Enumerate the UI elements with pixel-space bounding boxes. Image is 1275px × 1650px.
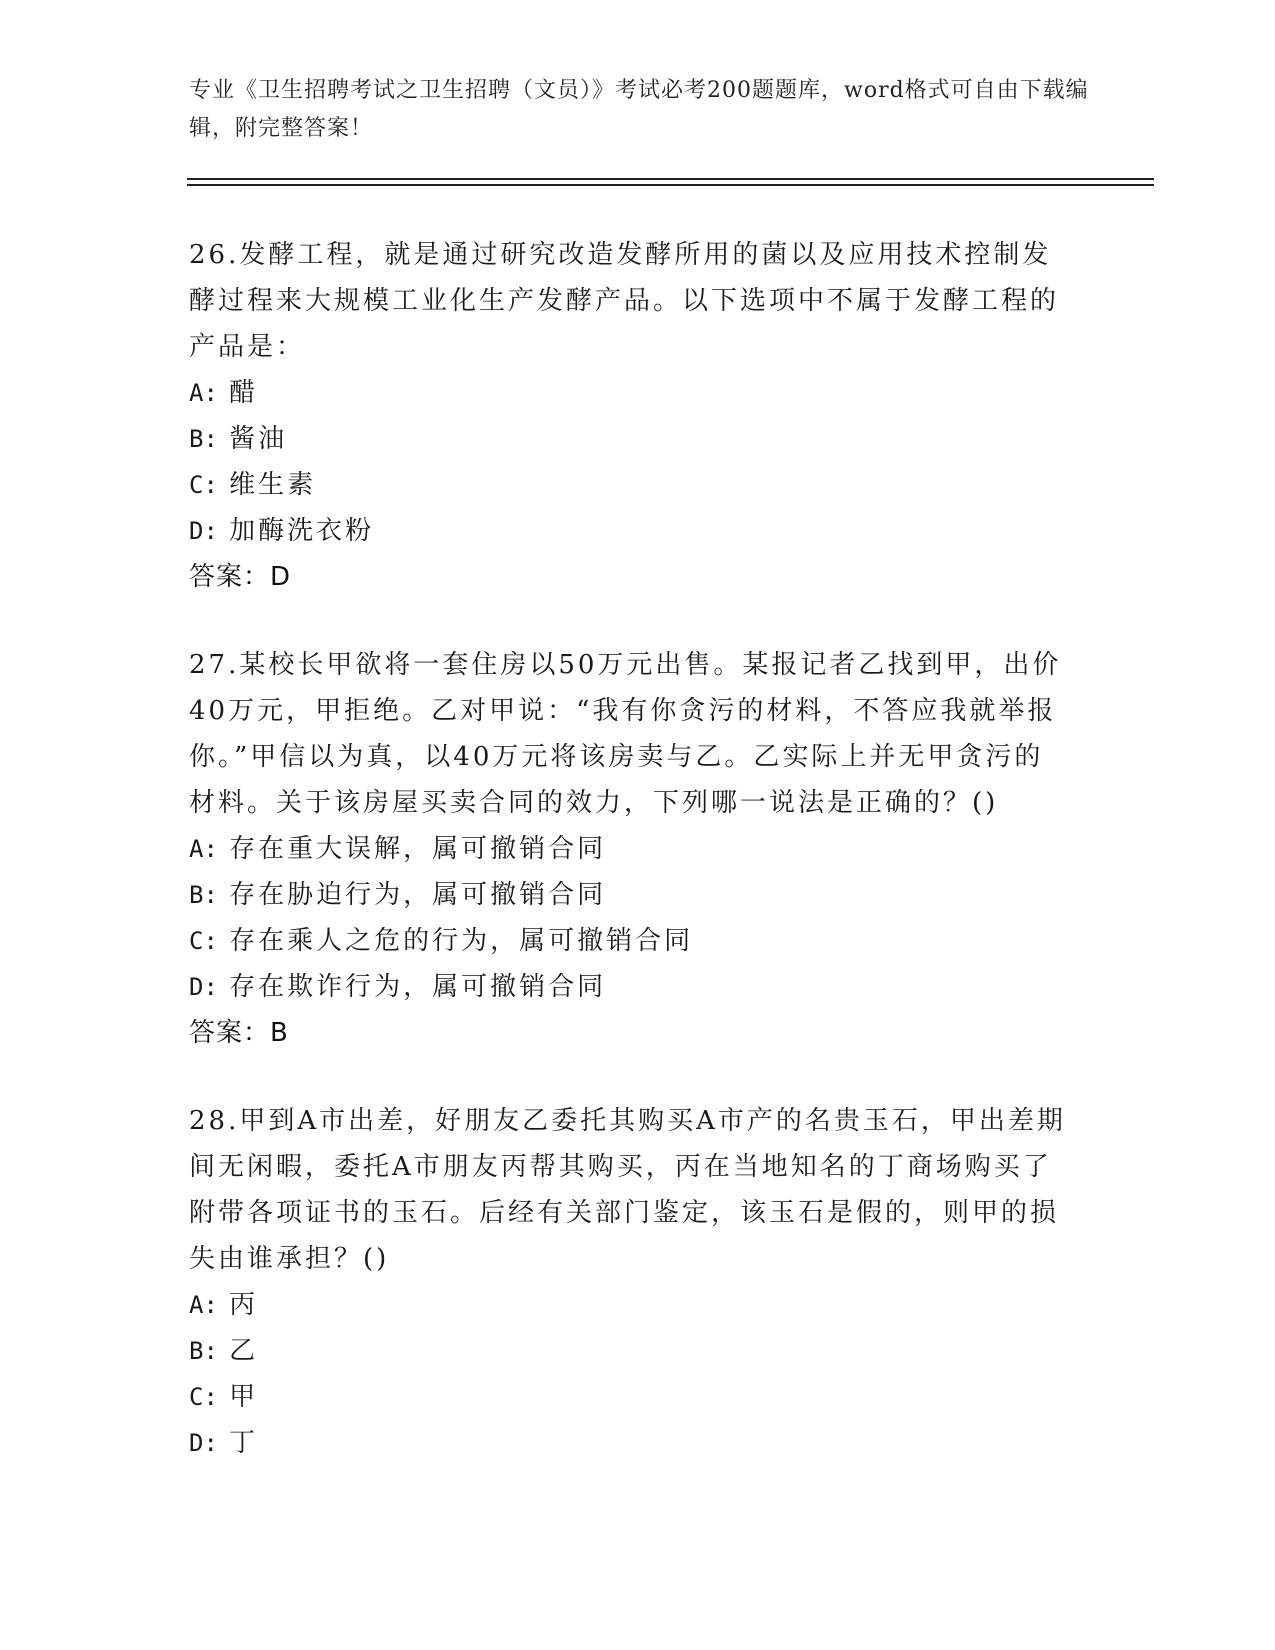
header-divider-bottom [187, 184, 1154, 186]
option-text: 加酶洗衣粉 [229, 516, 375, 546]
answer-value: B [270, 1018, 289, 1048]
option-text: 甲 [229, 1382, 259, 1412]
option-text: 丙 [229, 1290, 259, 1320]
option-b [189, 1328, 1069, 1374]
option-key: B: [189, 881, 218, 909]
document-header: 专业《卫生招聘考试之卫生招聘（文员）》考试必考200题题库，word格式可自由下载编辑，附完整答案！ [189, 78, 1089, 141]
option-b [189, 416, 1069, 462]
question-stem: 28.甲到A市出差，好朋友乙委托其购买A市产的名贵玉石，甲出差期间无闲暇，委托A市朋友丙帮其购买，丙在当地知名的丁商场购买了附带各项证书的玉石。后经有关部门鉴定，该玉石是假的，则甲的损失由谁承担？() [189, 1106, 1066, 1274]
option-text: 醋 [229, 378, 259, 408]
option-d [189, 1420, 1069, 1466]
option-a [189, 370, 1069, 416]
option-key: A: [189, 835, 218, 863]
option-key: C: [189, 927, 218, 955]
question-stem: 27.某校长甲欲将一套住房以50万元出售。某报记者乙找到甲，出价40万元，甲拒绝。乙对甲说：“我有你贪污的材料，不答应我就举报你。”甲信以为真，以40万元将该房卖与乙。乙实际上并无甲贪污的材料。关于该房屋买卖合同的效力，下列哪一说法是正确的？() [189, 650, 1062, 818]
option-key: A: [189, 1291, 218, 1319]
question-stem: 26.发酵工程，就是通过研究改造发酵所用的菌以及应用技术控制发酵过程来大规模工业化生产发酵产品。以下选项中不属于发酵工程的产品是： [189, 240, 1060, 362]
option-text: 存在重大误解，属可撤销合同 [229, 834, 607, 864]
option-a [189, 1282, 1069, 1328]
option-key: D: [189, 973, 218, 1001]
option-text: 存在欺诈行为，属可撤销合同 [229, 972, 607, 1002]
option-c [189, 462, 1069, 508]
answer-label: 答案： [189, 1018, 271, 1048]
option-key: C: [189, 1383, 218, 1411]
question-28 [189, 1098, 1069, 1466]
option-key: D: [189, 1429, 218, 1457]
option-key: A: [189, 379, 218, 407]
option-key: B: [189, 1337, 218, 1365]
option-a [189, 826, 1069, 872]
option-text: 存在胁迫行为，属可撤销合同 [229, 880, 607, 910]
question-27 [189, 642, 1069, 1056]
option-d [189, 508, 1069, 554]
option-text: 存在乘人之危的行为，属可撤销合同 [229, 926, 694, 956]
option-text: 维生素 [229, 470, 317, 500]
option-text: 乙 [229, 1336, 259, 1366]
option-d [189, 964, 1069, 1010]
answer-label: 答案： [189, 562, 271, 592]
answer-value: D [270, 562, 292, 592]
option-key: B: [189, 425, 218, 453]
header-divider-top [187, 178, 1154, 180]
option-text: 酱油 [229, 424, 288, 454]
question-list [189, 232, 1069, 1508]
option-text: 丁 [229, 1428, 259, 1458]
answer-line [189, 1010, 1069, 1056]
question-26 [189, 232, 1069, 600]
option-c [189, 918, 1069, 964]
option-c [189, 1374, 1069, 1420]
answer-line [189, 554, 1069, 600]
option-b [189, 872, 1069, 918]
option-key: C: [189, 471, 218, 499]
option-key: D: [189, 517, 218, 545]
